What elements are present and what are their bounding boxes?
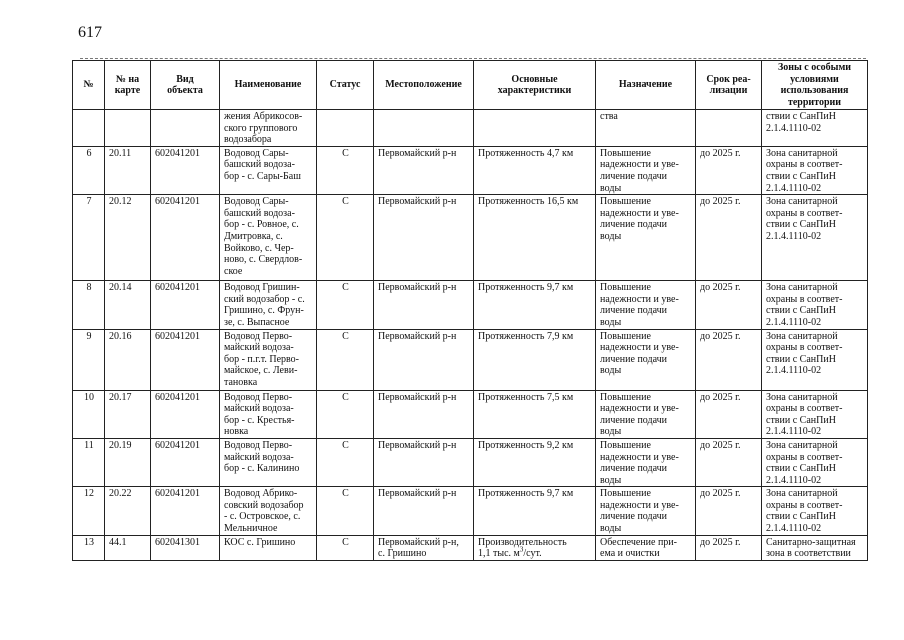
cell-type: 602041301 xyxy=(151,535,220,560)
cell-no: 6 xyxy=(73,146,105,194)
cell-zones: Зона санитарной охраны в соответ- ствии с СанПиН 2.1.4.1110-02 xyxy=(762,438,868,486)
cell-no: 11 xyxy=(73,438,105,486)
cell-name: Водовод Перво- майский водоза- бор - с. Калинино xyxy=(220,438,317,486)
col-header-location: Местоположение xyxy=(374,61,474,110)
cell-purpose: Повышение надежности и уве- личение подачи воды xyxy=(596,281,696,329)
cell-characteristics: Протяженность 9,7 км xyxy=(474,487,596,535)
cell-purpose: Повышение надежности и уве- личение подачи воды xyxy=(596,195,696,281)
cell-term: до 2025 г. xyxy=(696,281,762,329)
cell-name: Водовод Сары- башский водоза- бор - с. Ровное, с. Дмитровка, с. Войково, с. Чер- ново, с. Свердлов- ское xyxy=(220,195,317,281)
cell-location: Первомайский р-н xyxy=(374,390,474,438)
page-number: 617 xyxy=(78,24,102,41)
cell-purpose: Повышение надежности и уве- личение подачи воды xyxy=(596,146,696,194)
cell-type: 602041201 xyxy=(151,329,220,390)
table-row xyxy=(73,535,868,560)
cell-zones: Зона санитарной охраны в соответ- ствии с СанПиН 2.1.4.1110-02 xyxy=(762,329,868,390)
objects-table xyxy=(72,60,868,561)
cell-type: 602041201 xyxy=(151,390,220,438)
col-header-characteristics: Основные характеристики xyxy=(474,61,596,110)
cell-status: С xyxy=(317,195,374,281)
cell-type: 602041201 xyxy=(151,281,220,329)
cell-no xyxy=(73,110,105,147)
cell-map-no xyxy=(105,110,151,147)
cell-purpose: Повышение надежности и уве- личение подачи воды xyxy=(596,390,696,438)
col-header-purpose: Назначение xyxy=(596,61,696,110)
cell-status xyxy=(317,110,374,147)
cell-type: 602041201 xyxy=(151,438,220,486)
cell-map-no: 20.19 xyxy=(105,438,151,486)
cell-characteristics: Протяженность 16,5 км xyxy=(474,195,596,281)
cell-purpose: Обеспечение при- ема и очистки xyxy=(596,535,696,560)
cell-location: Первомайский р-н xyxy=(374,438,474,486)
cell-no: 8 xyxy=(73,281,105,329)
cell-map-no: 20.16 xyxy=(105,329,151,390)
cell-characteristics: Протяженность 9,2 км xyxy=(474,438,596,486)
cell-name: жения Абрикосов- ского группового водозабора xyxy=(220,110,317,147)
cell-name: Водовод Перво- майский водоза- бор - с. Крестья- новка xyxy=(220,390,317,438)
cell-characteristics xyxy=(474,110,596,147)
cell-purpose: ства xyxy=(596,110,696,147)
cell-zones: Санитарно-защитная зона в соответствии xyxy=(762,535,868,560)
cell-zones: Зона санитарной охраны в соответ- ствии с СанПиН 2.1.4.1110-02 xyxy=(762,281,868,329)
cell-no: 13 xyxy=(73,535,105,560)
cell-no: 7 xyxy=(73,195,105,281)
cell-term: до 2025 г. xyxy=(696,195,762,281)
cell-characteristics xyxy=(474,535,596,560)
cell-type: 602041201 xyxy=(151,487,220,535)
cell-status: С xyxy=(317,438,374,486)
cell-characteristics: Протяженность 7,9 км xyxy=(474,329,596,390)
cell-purpose: Повышение надежности и уве- личение подачи воды xyxy=(596,487,696,535)
cell-zones: Зона санитарной охраны в соответ- ствии с СанПиН 2.1.4.1110-02 xyxy=(762,487,868,535)
cell-location xyxy=(374,110,474,147)
cell-characteristics: Протяженность 4,7 км xyxy=(474,146,596,194)
cell-zones: Зона санитарной охраны в соответ- ствии с СанПиН 2.1.4.1110-02 xyxy=(762,146,868,194)
cell-purpose: Повышение надежности и уве- личение подачи воды xyxy=(596,329,696,390)
cell-term: до 2025 г. xyxy=(696,438,762,486)
col-header-zones: Зоны с особыми условиями использования территории xyxy=(762,61,868,110)
cell-map-no: 20.12 xyxy=(105,195,151,281)
cell-type: 602041201 xyxy=(151,146,220,194)
cell-status: С xyxy=(317,281,374,329)
cell-map-no: 20.14 xyxy=(105,281,151,329)
unit-superscript: 3 xyxy=(519,545,524,554)
cell-name: Водовод Гришин- ский водозабор - с. Гришино, с. Фрун- зе, с. Выпасное xyxy=(220,281,317,329)
cell-location: Первомайский р-н xyxy=(374,281,474,329)
table-row-continuation xyxy=(73,110,868,147)
cell-map-no: 20.11 xyxy=(105,146,151,194)
col-header-type: Вид объекта xyxy=(151,61,220,110)
cell-status: С xyxy=(317,329,374,390)
table-row xyxy=(73,390,868,438)
cell-characteristics: Протяженность 7,5 км xyxy=(474,390,596,438)
table-row xyxy=(73,438,868,486)
cell-zones: Зона санитарной охраны в соответ- ствии с СанПиН 2.1.4.1110-02 xyxy=(762,390,868,438)
table-row xyxy=(73,195,868,281)
col-header-status: Статус xyxy=(317,61,374,110)
col-header-term: Срок реа- лизации xyxy=(696,61,762,110)
cell-map-no: 20.17 xyxy=(105,390,151,438)
cell-term: до 2025 г. xyxy=(696,146,762,194)
cell-location: Первомайский р-н xyxy=(374,146,474,194)
cell-term: до 2025 г. xyxy=(696,535,762,560)
cell-name: Водовод Абрико- совский водозабор - с. Островское, с. Мельничное xyxy=(220,487,317,535)
cell-name: Водовод Сары- башский водоза- бор - с. Сары-Баш xyxy=(220,146,317,194)
cell-map-no: 20.22 xyxy=(105,487,151,535)
cell-term: до 2025 г. xyxy=(696,329,762,390)
cell-name: Водовод Перво- майский водоза- бор - п.г.т. Перво- майское, с. Леви- тановка xyxy=(220,329,317,390)
cell-location: Первомайский р-н xyxy=(374,195,474,281)
cell-no: 10 xyxy=(73,390,105,438)
cell-term: до 2025 г. xyxy=(696,390,762,438)
cell-status: С xyxy=(317,390,374,438)
col-header-no: № xyxy=(73,61,105,110)
top-rule xyxy=(80,58,866,59)
cell-type: 602041201 xyxy=(151,195,220,281)
cell-term xyxy=(696,110,762,147)
cell-purpose: Повышение надежности и уве- личение подачи воды xyxy=(596,438,696,486)
table-row xyxy=(73,281,868,329)
characteristics-main: Производительность 1,1 тыс. м xyxy=(478,536,567,560)
header-row xyxy=(73,61,868,110)
cell-status: С xyxy=(317,535,374,560)
table-row xyxy=(73,329,868,390)
cell-characteristics: Протяженность 9,7 км xyxy=(474,281,596,329)
cell-location: Первомайский р-н xyxy=(374,329,474,390)
cell-no: 12 xyxy=(73,487,105,535)
table-row xyxy=(73,146,868,194)
cell-location: Первомайский р-н xyxy=(374,487,474,535)
cell-status: С xyxy=(317,487,374,535)
cell-map-no: 44.1 xyxy=(105,535,151,560)
cell-type xyxy=(151,110,220,147)
cell-name: КОС с. Гришино xyxy=(220,535,317,560)
characteristics-tail: /сут. xyxy=(523,548,542,560)
cell-zones: ствии с СанПиН 2.1.4.1110-02 xyxy=(762,110,868,147)
cell-status: С xyxy=(317,146,374,194)
cell-location: Первомайский р-н, с. Гришино xyxy=(374,535,474,560)
cell-term: до 2025 г. xyxy=(696,487,762,535)
col-header-map-no: № на карте xyxy=(105,61,151,110)
table-row xyxy=(73,487,868,535)
cell-zones: Зона санитарной охраны в соответ- ствии с СанПиН 2.1.4.1110-02 xyxy=(762,195,868,281)
col-header-name: Наименование xyxy=(220,61,317,110)
cell-no: 9 xyxy=(73,329,105,390)
